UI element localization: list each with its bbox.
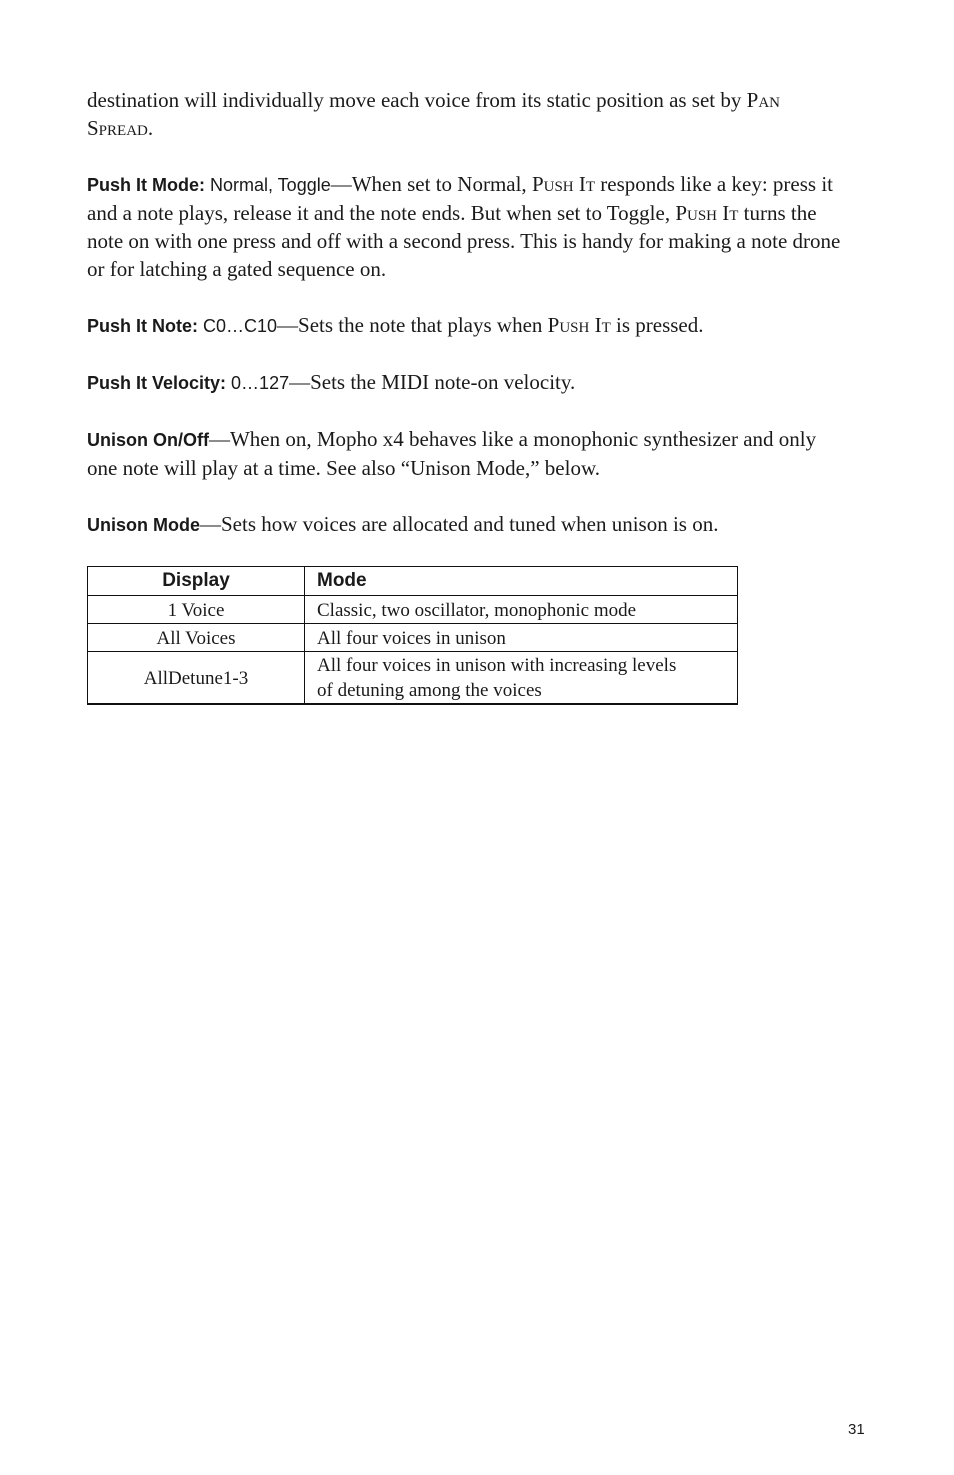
- dash: —: [200, 512, 221, 536]
- table-row: [88, 596, 738, 624]
- push-it-mode-text-3: turns the note on with one press and off with a second press. This is handy for making a note drone or for latching a gated sequence on.: [87, 201, 841, 281]
- push-it-mode-text-1: When set to Normal,: [351, 172, 532, 196]
- mode-cell: Classic, two oscillator, monophonic mode: [305, 596, 738, 624]
- unison-onoff-term: Unison On/Off: [87, 430, 209, 450]
- push-it-mode-term: Push It Mode:: [87, 175, 205, 195]
- push-it-note-text-1: Sets the note that plays when: [298, 313, 548, 337]
- push-it-mode-text-2: responds like a key: press it and a note plays, release it and the note ends. But when set to Toggle,: [87, 172, 833, 225]
- push-it-mode-paragraph: [87, 170, 847, 283]
- unison-onoff-text: When on, Mopho x4 behaves like a monophonic synthesizer and only one note will play at a time. See also “Unison Mode,” below.: [87, 427, 817, 480]
- dash: —: [289, 370, 311, 394]
- push-it-velocity-paragraph: [87, 368, 847, 397]
- push-it-note-range: C0…C10: [198, 316, 278, 336]
- push-it-velocity-term: Push It Velocity:: [87, 373, 227, 393]
- push-it-velocity-range: 0…127: [226, 373, 290, 393]
- push-it-velocity-text: Sets the MIDI note-on velocity.: [310, 370, 576, 394]
- pan-spread-ref: Pan Spread: [87, 88, 780, 140]
- table-row: [88, 652, 738, 705]
- mode-cell: All four voices in unison with increasing levels of detuning among the voices: [305, 652, 738, 705]
- header-display: Display: [88, 567, 305, 596]
- push-it-note-term: Push It Note:: [87, 316, 198, 336]
- display-cell: AllDetune1-3: [88, 652, 305, 705]
- intro-text: destination will individually move each voice from its static position as set by: [87, 88, 747, 112]
- push-it-note-text-2: is pressed.: [610, 313, 704, 337]
- dash: —: [277, 313, 299, 337]
- display-cell: 1 Voice: [88, 596, 305, 624]
- push-it-note-paragraph: [87, 311, 847, 340]
- push-it-ref: Push It: [531, 172, 596, 196]
- display-cell: All Voices: [88, 624, 305, 652]
- unison-mode-table: [87, 566, 738, 705]
- unison-mode-paragraph: [87, 510, 847, 539]
- mode-cell: All four voices in unison: [305, 624, 738, 652]
- dash: —: [330, 172, 352, 196]
- unison-mode-term: Unison Mode: [87, 515, 200, 535]
- page-number: 31: [848, 1421, 865, 1438]
- push-it-mode-range: Normal, Toggle: [205, 175, 331, 195]
- intro-paragraph: [87, 86, 847, 142]
- dash: —: [208, 427, 230, 451]
- page-body: [87, 86, 847, 567]
- table-row: [88, 624, 738, 652]
- unison-onoff-paragraph: [87, 425, 847, 482]
- table-header-row: [88, 567, 738, 596]
- push-it-ref: Push It: [547, 313, 611, 337]
- unison-mode-text: Sets how voices are allocated and tuned when unison is on.: [221, 512, 719, 536]
- header-mode: Mode: [305, 567, 738, 596]
- intro-end: .: [147, 116, 154, 140]
- push-it-ref: Push It: [675, 201, 739, 225]
